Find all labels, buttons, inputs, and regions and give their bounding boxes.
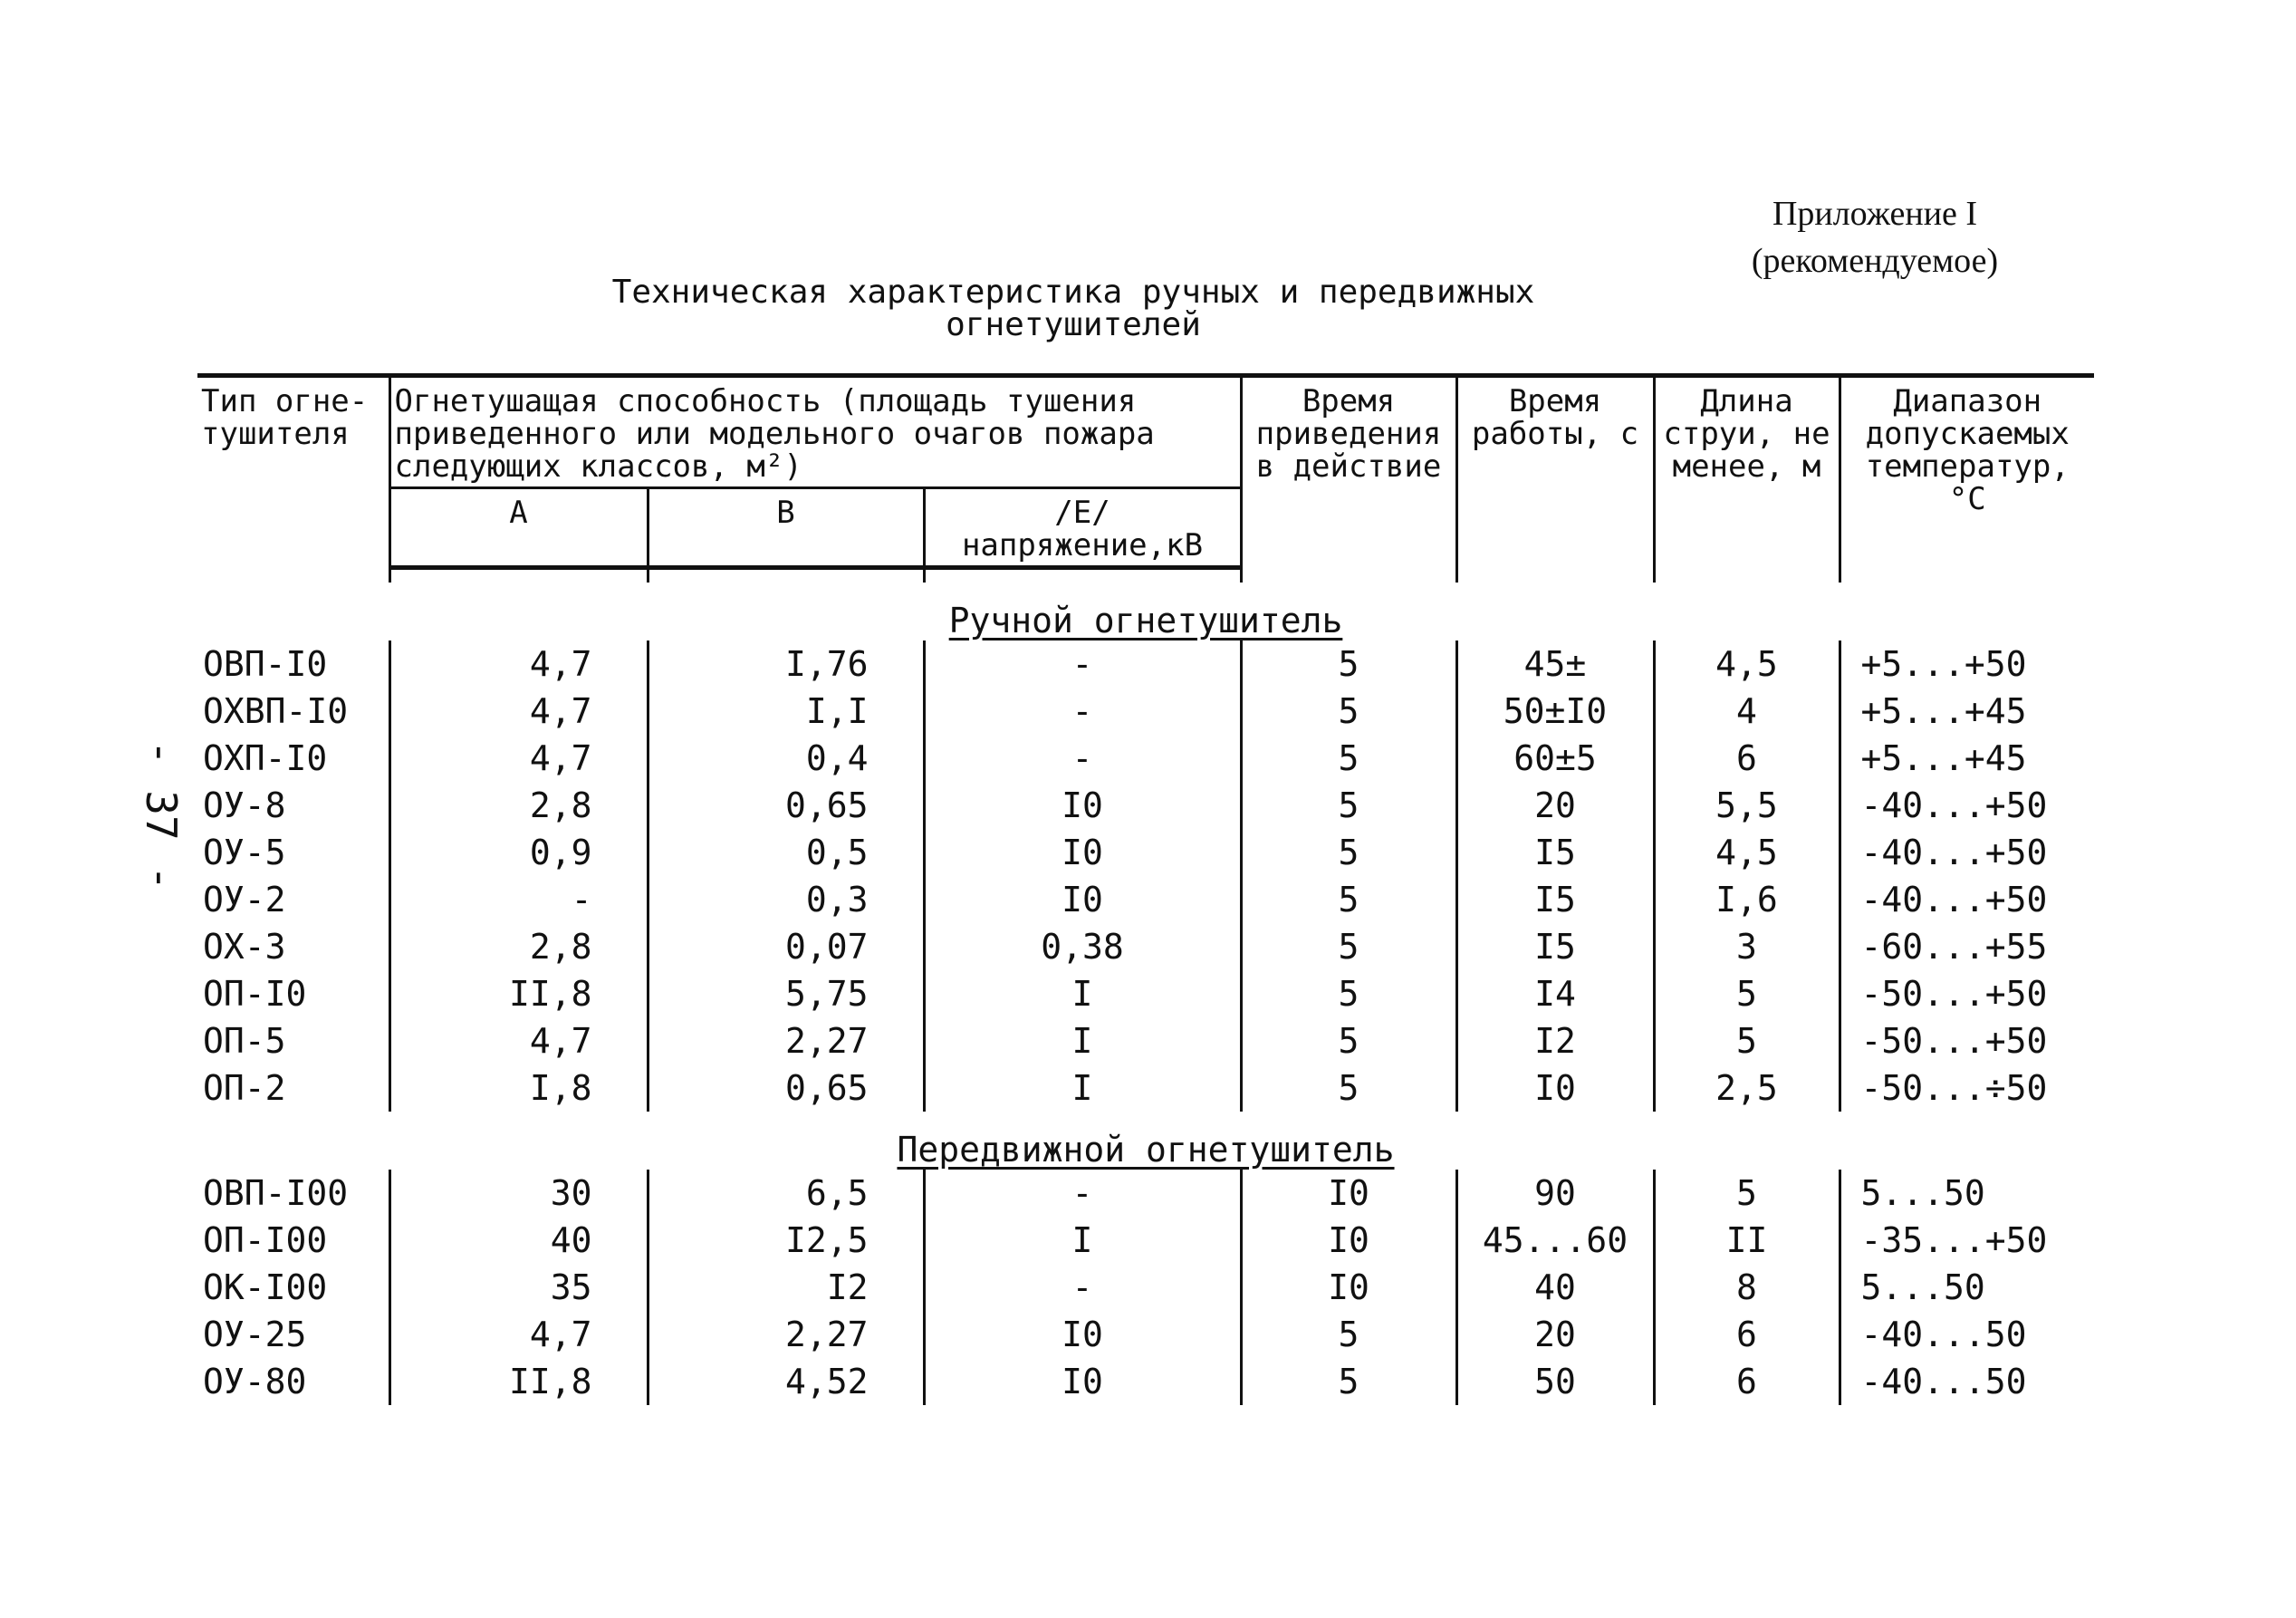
cell-temp-range: -40...+50 bbox=[1840, 829, 2094, 876]
cell-type: ОВП-I00 bbox=[203, 1173, 349, 1213]
cell-type: ОК-I00 bbox=[203, 1267, 328, 1307]
cell-jet-length: 6 bbox=[1654, 735, 1840, 782]
cell-type: ОУ-25 bbox=[203, 1315, 307, 1354]
cell-class-b: 0,65 bbox=[648, 1064, 924, 1112]
section-title: Ручной огнетушитель bbox=[948, 601, 1343, 640]
cell-class-e: I0 bbox=[924, 782, 1241, 829]
cell-class-b: 0,4 bbox=[648, 735, 924, 782]
cell-class-e: - bbox=[924, 688, 1241, 735]
appendix-note: (рекомендуемое) bbox=[1751, 242, 1999, 280]
cell-class-a: II,8 bbox=[389, 970, 648, 1017]
cell-class-e: I0 bbox=[924, 876, 1241, 923]
cell-activation: 5 bbox=[1241, 1017, 1456, 1064]
cell-work-time: 40 bbox=[1456, 1264, 1654, 1311]
cell-class-a: 2,8 bbox=[389, 923, 648, 970]
cell-type: ОХП-I0 bbox=[203, 738, 328, 778]
table-header bbox=[197, 376, 2094, 568]
cell-jet-length: 6 bbox=[1654, 1311, 1840, 1358]
table-row bbox=[197, 1170, 2094, 1217]
cell-class-e: - bbox=[924, 735, 1241, 782]
cell-temp-range: +5...+45 bbox=[1840, 688, 2094, 735]
table-row bbox=[197, 1064, 2094, 1112]
cell-work-time: 20 bbox=[1456, 782, 1654, 829]
cell-class-a: 4,7 bbox=[389, 1017, 648, 1064]
cell-class-a: 4,7 bbox=[389, 688, 648, 735]
cell-jet-length: 5,5 bbox=[1654, 782, 1840, 829]
cell-class-a: 4,7 bbox=[389, 1311, 648, 1358]
header-class-e: /Е/ напряжение,кВ bbox=[924, 488, 1241, 568]
cell-class-e: I0 bbox=[924, 1358, 1241, 1405]
cell-jet-length: II bbox=[1654, 1217, 1840, 1264]
title-line-1: Техническая характеристика ручных и передвижных bbox=[611, 274, 1535, 311]
cell-class-a: 4,7 bbox=[389, 735, 648, 782]
cell-activation: 5 bbox=[1241, 640, 1456, 688]
cell-class-e: I bbox=[924, 1064, 1241, 1112]
cell-type: ОУ-8 bbox=[203, 785, 286, 825]
cell-activation: 5 bbox=[1241, 876, 1456, 923]
cell-work-time: I5 bbox=[1456, 923, 1654, 970]
cell-activation: 5 bbox=[1241, 1064, 1456, 1112]
cell-class-a: 2,8 bbox=[389, 782, 648, 829]
cell-type: ОВП-I0 bbox=[203, 644, 328, 684]
cell-class-b: 0,5 bbox=[648, 829, 924, 876]
cell-class-e: - bbox=[924, 640, 1241, 688]
cell-class-b: 5,75 bbox=[648, 970, 924, 1017]
cell-class-e: - bbox=[924, 1170, 1241, 1217]
title-line-2: огнетушителей bbox=[946, 306, 1201, 343]
cell-activation: I0 bbox=[1241, 1217, 1456, 1264]
table-body bbox=[197, 568, 2094, 1406]
table-row bbox=[197, 640, 2094, 688]
cell-work-time: 60±5 bbox=[1456, 735, 1654, 782]
cell-activation: 5 bbox=[1241, 923, 1456, 970]
header-activation: Время приведения в действие bbox=[1241, 376, 1456, 568]
cell-class-b: 0,07 bbox=[648, 923, 924, 970]
cell-class-e: I bbox=[924, 1217, 1241, 1264]
cell-type: ОУ-80 bbox=[203, 1362, 307, 1401]
header-class-a: А bbox=[389, 488, 648, 568]
cell-class-a: I,8 bbox=[389, 1064, 648, 1112]
cell-class-e: I bbox=[924, 970, 1241, 1017]
cell-work-time: I4 bbox=[1456, 970, 1654, 1017]
table-row bbox=[197, 876, 2094, 923]
cell-temp-range: 5...50 bbox=[1840, 1170, 2094, 1217]
cell-jet-length: I,6 bbox=[1654, 876, 1840, 923]
cell-jet-length: 4 bbox=[1654, 688, 1840, 735]
table-row bbox=[197, 829, 2094, 876]
cell-jet-length: 4,5 bbox=[1654, 829, 1840, 876]
cell-class-b: I2 bbox=[648, 1264, 924, 1311]
cell-temp-range: -40...50 bbox=[1840, 1358, 2094, 1405]
cell-type: ОУ-5 bbox=[203, 833, 286, 872]
cell-type: ОП-2 bbox=[203, 1068, 286, 1108]
cell-class-e: - bbox=[924, 1264, 1241, 1311]
cell-temp-range: -50...+50 bbox=[1840, 970, 2094, 1017]
header-class-b: В bbox=[648, 488, 924, 568]
cell-class-a: 30 bbox=[389, 1170, 648, 1217]
cell-activation: 5 bbox=[1241, 782, 1456, 829]
cell-activation: 5 bbox=[1241, 970, 1456, 1017]
cell-jet-length: 3 bbox=[1654, 923, 1840, 970]
cell-work-time: I5 bbox=[1456, 876, 1654, 923]
header-capacity: Огнетушащая способность (площадь тушения приведенного или модельного очагов пожара следующих классов, м²) bbox=[389, 376, 1241, 488]
cell-class-b: 0,65 bbox=[648, 782, 924, 829]
cell-work-time: I2 bbox=[1456, 1017, 1654, 1064]
cell-work-time: 20 bbox=[1456, 1311, 1654, 1358]
table-row bbox=[197, 782, 2094, 829]
cell-activation: 5 bbox=[1241, 1311, 1456, 1358]
cell-class-a: 35 bbox=[389, 1264, 648, 1311]
cell-work-time: 45...60 bbox=[1456, 1217, 1654, 1264]
section-title: Передвижной огнетушитель bbox=[897, 1130, 1395, 1170]
cell-jet-length: 8 bbox=[1654, 1264, 1840, 1311]
cell-activation: 5 bbox=[1241, 1358, 1456, 1405]
cell-class-e: I bbox=[924, 1017, 1241, 1064]
cell-class-e: 0,38 bbox=[924, 923, 1241, 970]
cell-activation: I0 bbox=[1241, 1170, 1456, 1217]
cell-temp-range: -40...+50 bbox=[1840, 782, 2094, 829]
cell-type: ОП-I0 bbox=[203, 974, 307, 1014]
cell-type: ОП-I00 bbox=[203, 1220, 328, 1260]
cell-class-b: 2,27 bbox=[648, 1017, 924, 1064]
cell-temp-range: -40...+50 bbox=[1840, 876, 2094, 923]
cell-class-b: 0,3 bbox=[648, 876, 924, 923]
cell-class-a: II,8 bbox=[389, 1358, 648, 1405]
cell-temp-range: -50...+50 bbox=[1840, 1017, 2094, 1064]
appendix-label bbox=[1703, 190, 2047, 284]
header-jet-length: Длина струи, не менее, м bbox=[1654, 376, 1840, 568]
cell-jet-length: 5 bbox=[1654, 970, 1840, 1017]
section-row bbox=[197, 1112, 2094, 1170]
cell-type: ОХВП-I0 bbox=[203, 691, 349, 731]
cell-work-time: I0 bbox=[1456, 1064, 1654, 1112]
appendix-title: Приложение I bbox=[1772, 195, 1978, 233]
cell-jet-length: 6 bbox=[1654, 1358, 1840, 1405]
cell-temp-range: -60...+55 bbox=[1840, 923, 2094, 970]
table-row bbox=[197, 1358, 2094, 1405]
header-type: Тип огне-тушителя bbox=[197, 376, 389, 568]
cell-class-a: - bbox=[389, 876, 648, 923]
cell-class-b: I,I bbox=[648, 688, 924, 735]
cell-class-b: I2,5 bbox=[648, 1217, 924, 1264]
cell-temp-range: +5...+45 bbox=[1840, 735, 2094, 782]
cell-temp-range: +5...+50 bbox=[1840, 640, 2094, 688]
extinguisher-table bbox=[197, 373, 2094, 1405]
cell-class-b: I,76 bbox=[648, 640, 924, 688]
cell-jet-length: 5 bbox=[1654, 1017, 1840, 1064]
table-row bbox=[197, 970, 2094, 1017]
cell-temp-range: -50...÷50 bbox=[1840, 1064, 2094, 1112]
cell-work-time: I5 bbox=[1456, 829, 1654, 876]
cell-work-time: 45± bbox=[1456, 640, 1654, 688]
cell-activation: 5 bbox=[1241, 688, 1456, 735]
cell-class-b: 4,52 bbox=[648, 1358, 924, 1405]
cell-temp-range: -40...50 bbox=[1840, 1311, 2094, 1358]
cell-class-a: 40 bbox=[389, 1217, 648, 1264]
cell-activation: I0 bbox=[1241, 1264, 1456, 1311]
cell-jet-length: 2,5 bbox=[1654, 1064, 1840, 1112]
table-row bbox=[197, 1311, 2094, 1358]
cell-type: ОХ-3 bbox=[203, 927, 286, 967]
cell-class-e: I0 bbox=[924, 829, 1241, 876]
cell-type: ОУ-2 bbox=[203, 880, 286, 920]
cell-jet-length: 4,5 bbox=[1654, 640, 1840, 688]
cell-class-b: 2,27 bbox=[648, 1311, 924, 1358]
table-row bbox=[197, 735, 2094, 782]
page-number: - 37 - bbox=[137, 739, 186, 891]
cell-class-a: 4,7 bbox=[389, 640, 648, 688]
cell-class-a: 0,9 bbox=[389, 829, 648, 876]
cell-work-time: 50 bbox=[1456, 1358, 1654, 1405]
section-row bbox=[197, 583, 2094, 640]
table-row bbox=[197, 688, 2094, 735]
table-row bbox=[197, 923, 2094, 970]
cell-class-e: I0 bbox=[924, 1311, 1241, 1358]
page-title bbox=[507, 276, 1639, 342]
cell-activation: 5 bbox=[1241, 735, 1456, 782]
table-row bbox=[197, 1264, 2094, 1311]
cell-jet-length: 5 bbox=[1654, 1170, 1840, 1217]
cell-type: ОП-5 bbox=[203, 1021, 286, 1061]
cell-class-b: 6,5 bbox=[648, 1170, 924, 1217]
cell-temp-range: 5...50 bbox=[1840, 1264, 2094, 1311]
header-work-time: Время работы, с bbox=[1456, 376, 1654, 568]
cell-temp-range: -35...+50 bbox=[1840, 1217, 2094, 1264]
cell-activation: 5 bbox=[1241, 829, 1456, 876]
table-row bbox=[197, 1017, 2094, 1064]
table-row bbox=[197, 1217, 2094, 1264]
header-temp-range: Диапазон допускаемых температур, °С bbox=[1840, 376, 2094, 568]
cell-work-time: 90 bbox=[1456, 1170, 1654, 1217]
cell-work-time: 50±I0 bbox=[1456, 688, 1654, 735]
